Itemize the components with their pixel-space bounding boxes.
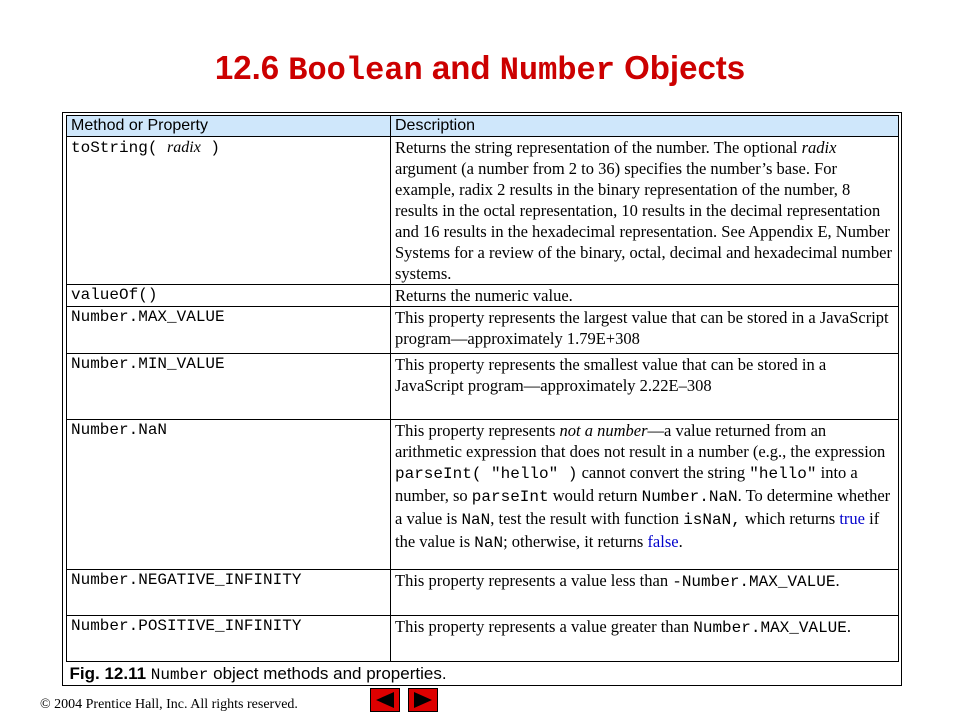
table-row bbox=[67, 307, 899, 354]
method-name: Number.NaN bbox=[67, 420, 391, 570]
table-row bbox=[67, 285, 899, 307]
page-title bbox=[0, 46, 960, 93]
copyright-footer: © 2004 Prentice Hall, Inc. All rights reserved. bbox=[40, 697, 298, 712]
method-description: This property represents the largest value that can be stored in a JavaScript program—approximately 1.79E+308 bbox=[391, 307, 899, 354]
table-row bbox=[67, 420, 899, 570]
previous-slide-button[interactable] bbox=[370, 688, 400, 712]
title-number: 12.6 bbox=[214, 49, 280, 86]
method-description: This property represents a value greater than Number.MAX_VALUE. bbox=[391, 616, 899, 662]
table-row bbox=[67, 354, 899, 420]
method-name: toString( radix ) bbox=[67, 137, 391, 285]
header-method: Method or Property bbox=[67, 116, 391, 137]
title-and: and bbox=[431, 49, 491, 86]
title-boolean: Boolean bbox=[288, 52, 423, 89]
table-row bbox=[67, 137, 899, 285]
copyright-icon: © bbox=[40, 697, 51, 712]
triangle-right-icon bbox=[412, 691, 434, 709]
figure-caption: Fig. 12.11 Number object methods and properties. bbox=[67, 662, 899, 688]
method-description: This property represents a value less than -Number.MAX_VALUE. bbox=[391, 570, 899, 616]
method-name: Number.MAX_VALUE bbox=[67, 307, 391, 354]
methods-table bbox=[66, 115, 899, 687]
header-description: Description bbox=[391, 116, 899, 137]
table-row bbox=[67, 616, 899, 662]
title-objects: Objects bbox=[624, 49, 746, 86]
method-description: This property represents not a number—a value returned from an arithmetic expression that does not result in a number (e.g., the expression parseInt( "hello" ) cannot convert the string "hello" into a number, so parseInt would return Number.NaN. To determine whether a value is NaN, test the result with function isNaN, which returns true if the value is NaN; otherwise, it returns false. bbox=[391, 420, 899, 570]
title-number-word: Number bbox=[499, 52, 615, 89]
method-name: Number.NEGATIVE_INFINITY bbox=[67, 570, 391, 616]
keyword-true: true bbox=[839, 509, 865, 528]
next-slide-button[interactable] bbox=[408, 688, 438, 712]
method-name: Number.POSITIVE_INFINITY bbox=[67, 616, 391, 662]
keyword-false: false bbox=[647, 532, 679, 551]
method-name: valueOf() bbox=[67, 285, 391, 307]
method-name: Number.MIN_VALUE bbox=[67, 354, 391, 420]
table-header-row bbox=[67, 116, 899, 137]
table-row bbox=[67, 570, 899, 616]
triangle-left-icon bbox=[374, 691, 396, 709]
figure-frame bbox=[62, 112, 902, 686]
figure-number: Fig. 12.11 bbox=[69, 664, 147, 683]
method-description: Returns the numeric value. bbox=[391, 285, 899, 307]
method-description: Returns the string representation of the number. The optional radix argument (a number from 2 to 36) specifies the number’s base. For example, radix 2 results in the binary representation of the number, 8 results in the octal representation, 10 results in the decimal representation and 16 results in the hexadecimal representation. See Appendix E, Number Systems for a review of the binary, octal, decimal and hexadecimal number systems. bbox=[391, 137, 899, 285]
method-description: This property represents the smallest value that can be stored in a JavaScript program—approximately 2.22E–308 bbox=[391, 354, 899, 420]
